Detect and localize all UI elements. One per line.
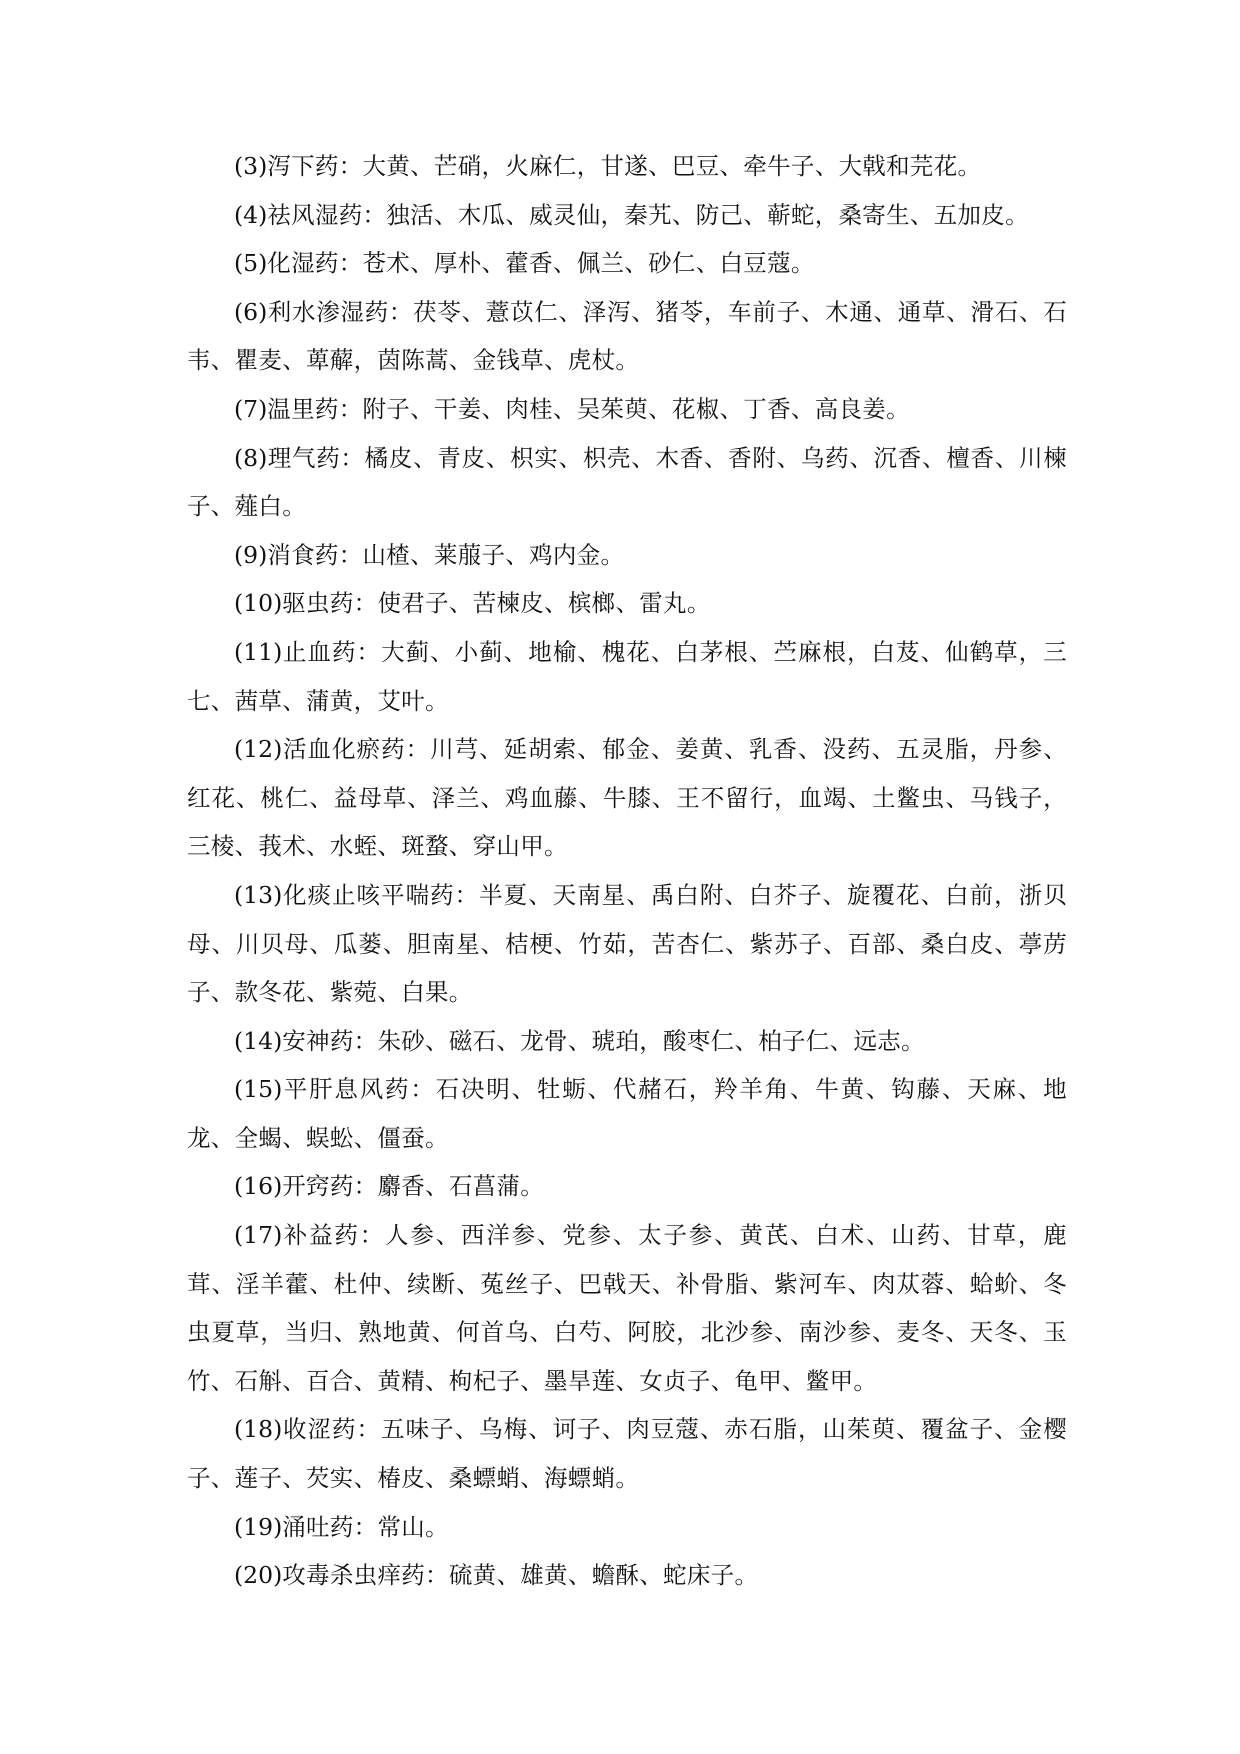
category-text: 平肝息风药：石决明、牡蛎、代赭石，羚羊角、牛黄、钩藤、天麻、地龙、全蝎、蜈蚣、僵蚕。 xyxy=(187,1075,1067,1152)
category-number: (14) xyxy=(234,1026,283,1055)
category-number: (8) xyxy=(234,443,268,472)
category-3-paragraph xyxy=(187,142,1067,191)
category-text: 开窍药：麝香、石菖蒲。 xyxy=(282,1172,545,1201)
category-number: (13) xyxy=(234,880,283,909)
category-number: (3) xyxy=(234,152,268,180)
category-12-paragraph xyxy=(187,725,1067,871)
category-number: (15) xyxy=(234,1075,283,1104)
category-text: 攻毒杀虫痒药：硫黄、雄黄、蟾酥、蛇床子。 xyxy=(282,1561,759,1590)
category-number: (6) xyxy=(234,297,268,326)
category-text: 收涩药：五味子、乌梅、诃子、肉豆蔻、赤石脂，山茱萸、覆盆子、金樱子、莲子、芡实、椿皮、桑螵蛸、海螵蛸。 xyxy=(187,1415,1067,1493)
category-17-paragraph xyxy=(187,1211,1067,1405)
category-number: (5) xyxy=(234,249,268,278)
category-number: (19) xyxy=(234,1512,283,1541)
category-text: 涌吐药：常山。 xyxy=(282,1512,449,1541)
category-20-paragraph xyxy=(187,1551,1067,1600)
category-number: (11) xyxy=(234,637,283,666)
category-text: 驱虫药：使君子、苦楝皮、槟榔、雷丸。 xyxy=(282,589,711,618)
herb-category-list xyxy=(187,142,1067,1600)
category-text: 化湿药：苍术、厚朴、藿香、佩兰、砂仁、白豆蔻。 xyxy=(267,249,815,278)
category-11-paragraph xyxy=(187,628,1067,725)
category-number: (7) xyxy=(234,394,268,423)
category-4-paragraph xyxy=(187,191,1067,240)
category-14-paragraph xyxy=(187,1017,1067,1066)
category-text: 安神药：朱砂、磁石、龙骨、琥珀，酸枣仁、柏子仁、远志。 xyxy=(282,1026,925,1055)
category-16-paragraph xyxy=(187,1162,1067,1211)
category-18-paragraph xyxy=(187,1405,1067,1502)
category-6-paragraph xyxy=(187,288,1067,385)
category-text: 消食药：山楂、莱菔子、鸡内金。 xyxy=(267,540,625,569)
category-text: 温里药：附子、干姜、肉桂、吴茱萸、花椒、丁香、高良姜。 xyxy=(267,394,910,423)
category-number: (17) xyxy=(234,1221,283,1250)
category-text: 泻下药：大黄、芒硝，火麻仁，甘遂、巴豆、牵牛子、大戟和芫花。 xyxy=(267,152,982,180)
category-text: 补益药：人参、西洋参、党参、太子参、黄芪、白术、山药、甘草，鹿茸、淫羊藿、杜仲、续断、菟丝子、巴戟天、补骨脂、紫河车、肉苁蓉、蛤蚧、冬虫夏草，当归、熟地黄、何首乌、白芍、阿胶，北沙参、南沙参、麦冬、天冬、玉竹、石斛、百合、黄精、枸杞子、墨旱莲、女贞子、龟甲、鳖甲。 xyxy=(187,1221,1067,1395)
category-5-paragraph xyxy=(187,239,1067,288)
category-number: (4) xyxy=(234,200,268,229)
category-text: 理气药：橘皮、青皮、枳实、枳壳、木香、香附、乌药、沉香、檀香、川楝子、薤白。 xyxy=(187,443,1067,521)
category-text: 止血药：大蓟、小蓟、地榆、槐花、白茅根、苎麻根，白芨、仙鹤草，三七、茜草、蒲黄，艾叶。 xyxy=(187,637,1067,715)
category-text: 祛风湿药：独活、木瓜、威灵仙，秦艽、防己、蕲蛇，桑寄生、五加皮。 xyxy=(267,200,1029,229)
category-text: 活血化瘀药：川芎、延胡索、郁金、姜黄、乳香、没药、五灵脂，丹参、红花、桃仁、益母草、泽兰、鸡血藤、牛膝、王不留行，血竭、土鳖虫、马钱子，三棱、莪术、水蛭、斑蝥、穿山甲。 xyxy=(187,735,1067,861)
category-text: 利水渗湿药：茯苓、薏苡仁、泽泻、猪苓，车前子、木通、通草、滑石、石韦、瞿麦、萆薢，茵陈蒿、金钱草、虎杖。 xyxy=(187,297,1067,375)
category-number: (10) xyxy=(234,589,283,618)
category-10-paragraph xyxy=(187,579,1067,628)
category-13-paragraph xyxy=(187,871,1067,1017)
category-text: 化痰止咳平喘药：半夏、天南星、禹白附、白芥子、旋覆花、白前，浙贝母、川贝母、瓜蒌、胆南星、桔梗、竹茹，苦杏仁、紫苏子、百部、桑白皮、葶苈子、款冬花、紫菀、白果。 xyxy=(187,880,1067,1007)
category-number: (20) xyxy=(234,1561,283,1590)
category-number: (16) xyxy=(234,1172,283,1201)
category-number: (9) xyxy=(234,540,268,569)
category-number: (12) xyxy=(234,735,283,764)
category-8-paragraph xyxy=(187,434,1067,531)
category-15-paragraph xyxy=(187,1065,1067,1162)
category-19-paragraph xyxy=(187,1503,1067,1552)
category-7-paragraph xyxy=(187,385,1067,434)
category-number: (18) xyxy=(234,1415,283,1444)
category-9-paragraph xyxy=(187,531,1067,580)
